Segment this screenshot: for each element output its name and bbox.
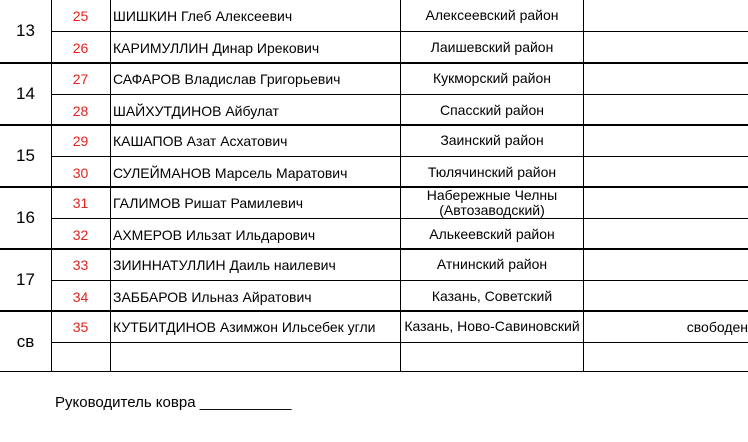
group-number: 15 bbox=[16, 146, 35, 165]
group-number: 13 bbox=[16, 21, 35, 40]
participant-region: Лаишевский район bbox=[430, 39, 554, 55]
participant-number: 28 bbox=[72, 102, 89, 119]
group-block bbox=[0, 187, 748, 249]
participant-number: 29 bbox=[72, 132, 89, 149]
group-block bbox=[0, 249, 748, 311]
group-block bbox=[0, 63, 748, 125]
participant-name: КАРИМУЛЛИН Динар Ирекович bbox=[113, 39, 320, 56]
participant-name: ШИШКИН Глеб Алексеевич bbox=[113, 7, 293, 24]
participant-name: КАШАПОВ Азат Асхатович bbox=[113, 132, 288, 149]
participant-region: Набережные Челны (Автозаводский) bbox=[426, 186, 558, 218]
participant-number: 30 bbox=[72, 164, 89, 181]
participant-number: 31 bbox=[72, 194, 89, 211]
participant-region: Казань, Ново-Савиновский bbox=[404, 318, 580, 334]
participant-region bbox=[401, 343, 583, 374]
participant-number: 27 bbox=[72, 70, 89, 87]
participant-name: САФАРОВ Владислав Григорьевич bbox=[113, 70, 341, 87]
participant-number: 32 bbox=[72, 226, 89, 243]
participant-name: ЗАББАРОВ Ильназ Айратович bbox=[113, 288, 312, 305]
participant-status bbox=[585, 157, 748, 188]
participant-status bbox=[585, 281, 748, 312]
participant-status bbox=[585, 95, 748, 126]
participant-number bbox=[52, 343, 109, 374]
participant-name: КУТБИТДИНОВ Азимжон Ильсебек угли bbox=[113, 318, 376, 335]
group-block bbox=[0, 0, 748, 62]
participant-region: Казань, Советский bbox=[431, 288, 553, 304]
participant-status bbox=[585, 125, 748, 156]
participant-number: 34 bbox=[72, 288, 89, 305]
participant-region: Тюлячинский район bbox=[427, 164, 557, 180]
participant-status bbox=[585, 249, 748, 280]
participant-status bbox=[585, 219, 748, 250]
participant-region: Заинский район bbox=[440, 132, 544, 148]
participant-number: 33 bbox=[72, 256, 89, 273]
participant-number: 26 bbox=[72, 39, 89, 56]
mat-supervisor-signature-line: Руководитель ковра ___________ bbox=[55, 394, 292, 411]
participant-number: 25 bbox=[72, 7, 89, 24]
participant-status bbox=[585, 63, 748, 94]
participant-status bbox=[585, 343, 748, 374]
participant-name: ЗИИННАТУЛЛИН Даиль наилевич bbox=[113, 256, 336, 273]
group-number: 16 bbox=[16, 208, 35, 227]
participant-name: АХМЕРОВ Ильзат Ильдарович bbox=[113, 226, 316, 243]
participant-name: ШАЙХУТДИНОВ Айбулат bbox=[113, 102, 279, 119]
participant-region: Алькеевский район bbox=[429, 226, 555, 242]
participant-region: Атнинский район bbox=[436, 256, 548, 272]
participant-status bbox=[585, 187, 748, 218]
group-number: 14 bbox=[16, 84, 35, 103]
participant-number: 35 bbox=[72, 318, 89, 335]
participant-region: Кукморский район bbox=[432, 70, 552, 86]
participant-status bbox=[585, 32, 748, 63]
group-number: 17 bbox=[16, 270, 35, 289]
participant-name bbox=[111, 343, 401, 374]
group-block bbox=[0, 311, 748, 373]
participant-status: свободен bbox=[686, 318, 748, 335]
participant-name: ГАЛИМОВ Ришат Рамилевич bbox=[113, 194, 304, 211]
participant-status bbox=[585, 0, 748, 31]
participant-region: Спасский район bbox=[439, 102, 545, 118]
group-number: св bbox=[16, 332, 35, 351]
participant-name: СУЛЕЙМАНОВ Марсель Маратович bbox=[113, 164, 348, 181]
group-block bbox=[0, 125, 748, 187]
participant-region: Алексеевский район bbox=[425, 7, 559, 23]
